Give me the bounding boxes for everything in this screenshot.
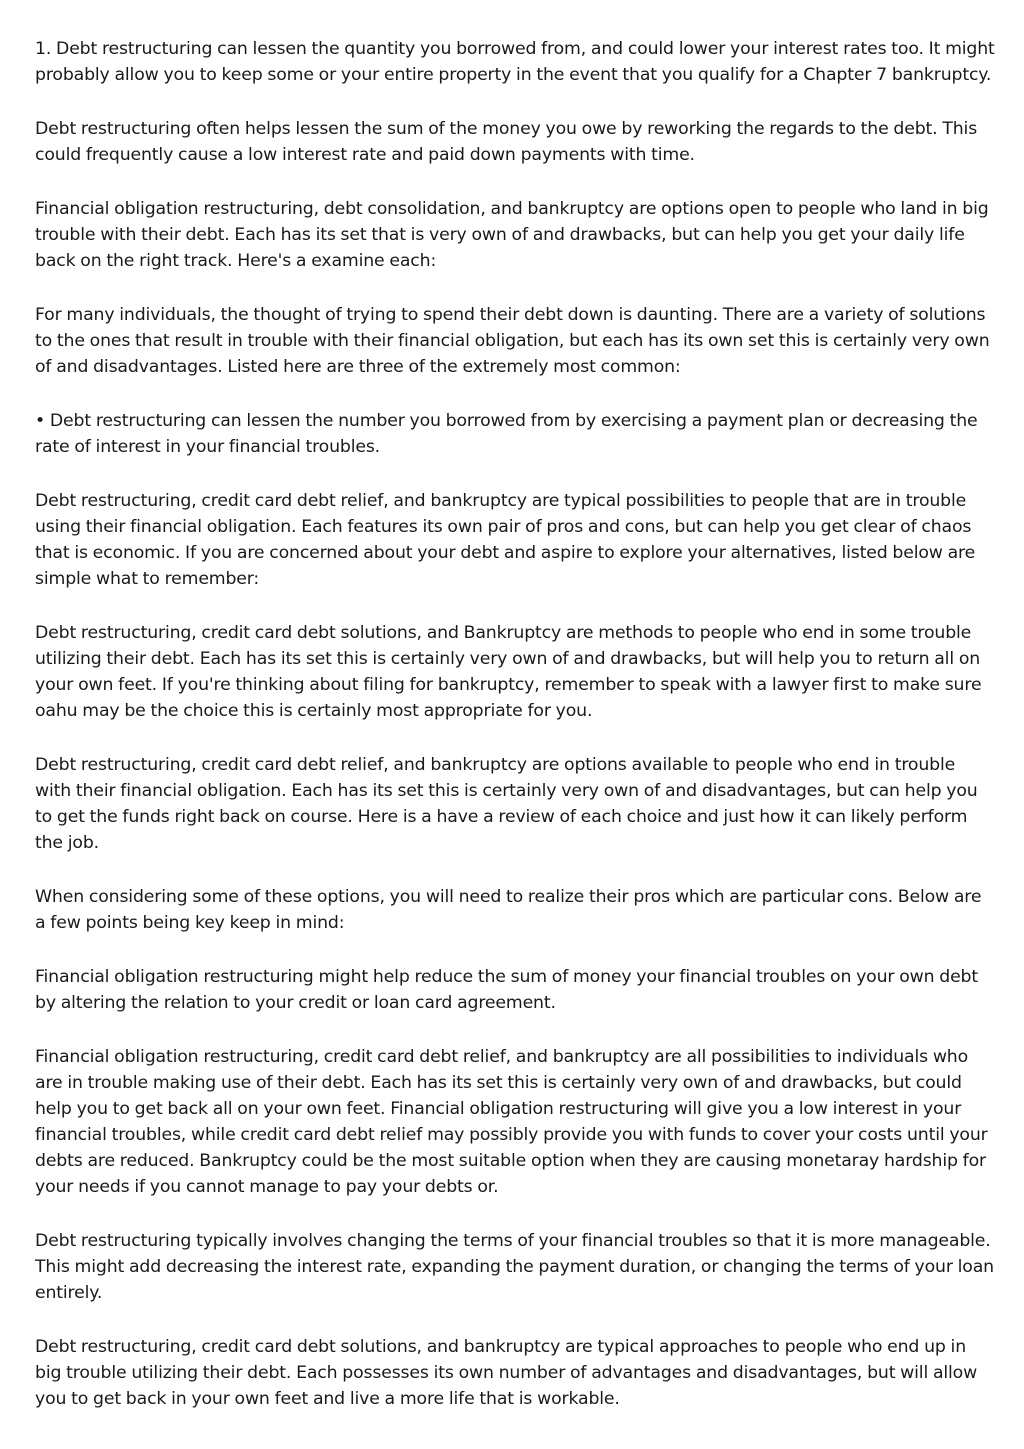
paragraph-5-bullet: • Debt restructuring can lessen the number you borrowed from by exercising a payment plan or decreasing the rate of interest in your financial troubles. — [35, 411, 978, 457]
paragraph-7: Debt restructuring, credit card debt solutions, and Bankruptcy are methods to people who end in some trouble utilizing their debt. Each has its set this is certainly very own of and drawbacks, but will help you to return all on your own feet. If you're thinking about filing for bankruptcy, remember to speak with a lawyer first to make sure oahu may be the choice this is certainly most appropriate for you. — [35, 623, 982, 721]
paragraph-9: When considering some of these options, you will need to realize their pros which are particular cons. Below are a few points being key keep in mind: — [35, 887, 982, 933]
paragraph-10: Financial obligation restructuring might help reduce the sum of money your financial troubles on your own debt by altering the relation to your credit or loan card agreement. — [35, 967, 979, 1013]
paragraph-2: Debt restructuring often helps lessen the sum of the money you owe by reworking the regards to the debt. This could frequently cause a low interest rate and paid down payments with time. — [35, 119, 978, 165]
paragraph-12: Debt restructuring typically involves changing the terms of your financial troubles so that it is more manageable. This might add decreasing the interest rate, expanding the payment duration, or changing the terms of your loan entirely. — [35, 1231, 994, 1303]
paragraph-4: For many individuals, the thought of trying to spend their debt down is daunting. There are a variety of solutions to the ones that result in trouble with their financial obligation, but each has its own set this is certainly very own of and disadvantages. Listed here are three of the extremely most common: — [35, 305, 990, 377]
paragraph-13: Debt restructuring, credit card debt solutions, and bankruptcy are typical approaches to people who end up in big trouble utilizing their debt. Each possesses its own number of advantages and disadvantages, but will allow you to get back in your own feet and live a more life that is workable. — [35, 1337, 978, 1409]
paragraph-8: Debt restructuring, credit card debt relief, and bankruptcy are options available to people who end in trouble with their financial obligation. Each has its set this is certainly very own of and disadvantages, but can help you to get the funds right back on course. Here is a have a review of each choice and just how it can likely perform the job. — [35, 755, 978, 853]
document-body — [35, 36, 995, 1440]
paragraph-6: Debt restructuring, credit card debt relief, and bankruptcy are typical possibilities to people that are in trouble using their financial obligation. Each features its own pair of pros and cons, but can help you get clear of chaos that is economic. If you are concerned about your debt and aspire to explore your alternatives, listed below are simple what to remember: — [35, 491, 976, 589]
paragraph-11: Financial obligation restructuring, credit card debt relief, and bankruptcy are all possibilities to individuals who are in trouble making use of their debt. Each has its set this is certainly very own of and drawbacks, but could help you to get back all on your own feet. Financial obligation restructuring will give you a low interest in your financial troubles, while credit card debt relief may possibly provide you with funds to cover your costs until your debts are reduced. Bankruptcy could be the most suitable option when they are causing monetaray hardship for your needs if you cannot manage to pay your debts or. — [35, 1047, 988, 1197]
paragraph-1: 1. Debt restructuring can lessen the quantity you borrowed from, and could lower your interest rates too. It might probably allow you to keep some or your entire property in the event that you qualify for a Chapter 7 bankruptcy. — [35, 39, 995, 85]
paragraph-3: Financial obligation restructuring, debt consolidation, and bankruptcy are options open to people who land in big trouble with their debt. Each has its set that is very own of and drawbacks, but can help you get your daily life back on the right track. Here's a examine each: — [35, 199, 989, 271]
